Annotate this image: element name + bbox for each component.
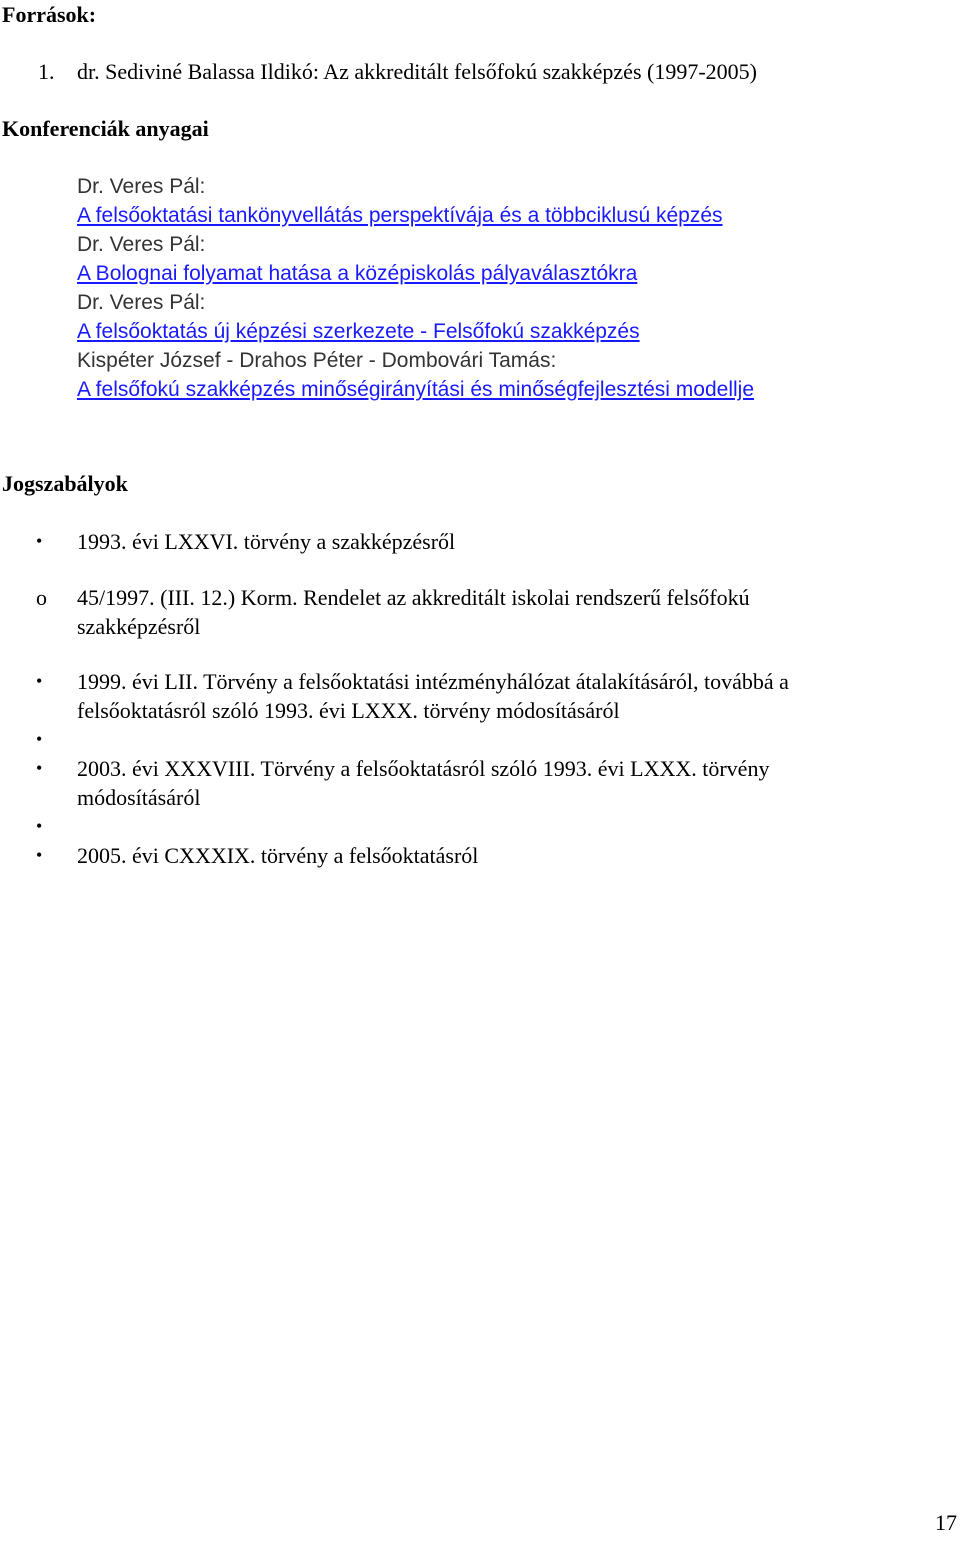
conference-link[interactable]: A felsőoktatás új képzési szerkezete - Felsőfokú szakképzés bbox=[77, 320, 640, 343]
conference-link[interactable]: A felsőfokú szakképzés minőségirányítási és minőségfejlesztési modellje bbox=[77, 378, 754, 401]
conference-link[interactable]: A felsőoktatási tankönyvellátás perspektívája és a többciklusú képzés bbox=[77, 204, 723, 227]
conferences-heading: Konferenciák anyagai bbox=[2, 116, 209, 141]
bullet-icon: • bbox=[36, 671, 43, 691]
circle-bullet-icon: o bbox=[36, 585, 47, 610]
bullet-icon: • bbox=[36, 758, 43, 778]
law-item-text: 45/1997. (III. 12.) Korm. Rendelet az akkreditált iskolai rendszerű felsőfokú bbox=[77, 585, 750, 610]
empty-bullet-icon: • bbox=[36, 729, 43, 749]
laws-heading: Jogszabályok bbox=[2, 471, 128, 496]
empty-bullet-icon: • bbox=[36, 816, 43, 836]
conference-author: Dr. Veres Pál: bbox=[77, 175, 206, 198]
law-item-text: 2005. évi CXXXIX. törvény a felsőoktatásról bbox=[77, 843, 479, 868]
source-item-number: 1. bbox=[38, 59, 55, 84]
law-item-text: 1993. évi LXXVI. törvény a szakképzésről bbox=[77, 529, 456, 554]
sources-heading: Források: bbox=[2, 2, 97, 27]
conference-link[interactable]: A Bolognai folyamat hatása a középiskolás pályaválasztókra bbox=[77, 262, 638, 285]
law-item-text-continued: szakképzésről bbox=[77, 614, 201, 639]
law-item-text-continued: felsőoktatásról szóló 1993. évi LXXX. törvény módosításáról bbox=[77, 698, 620, 723]
bullet-icon: • bbox=[36, 845, 43, 865]
law-item-text-continued: módosításáról bbox=[77, 785, 201, 810]
law-item-text: 2003. évi XXXVIII. Törvény a felsőoktatásról szóló 1993. évi LXXX. törvény bbox=[77, 756, 770, 781]
page-number: 17 bbox=[935, 1510, 957, 1535]
conference-author: Dr. Veres Pál: bbox=[77, 233, 206, 256]
law-item-text: 1999. évi LII. Törvény a felsőoktatási intézményhálózat átalakításáról, továbbá a bbox=[77, 669, 789, 694]
bullet-icon: • bbox=[36, 531, 43, 551]
conference-author: Kispéter József - Drahos Péter - Dombovári Tamás: bbox=[77, 349, 557, 372]
conference-author: Dr. Veres Pál: bbox=[77, 291, 206, 314]
source-item-text: dr. Sediviné Balassa Ildikó: Az akkreditált felsőfokú szakképzés (1997-2005) bbox=[77, 59, 757, 84]
